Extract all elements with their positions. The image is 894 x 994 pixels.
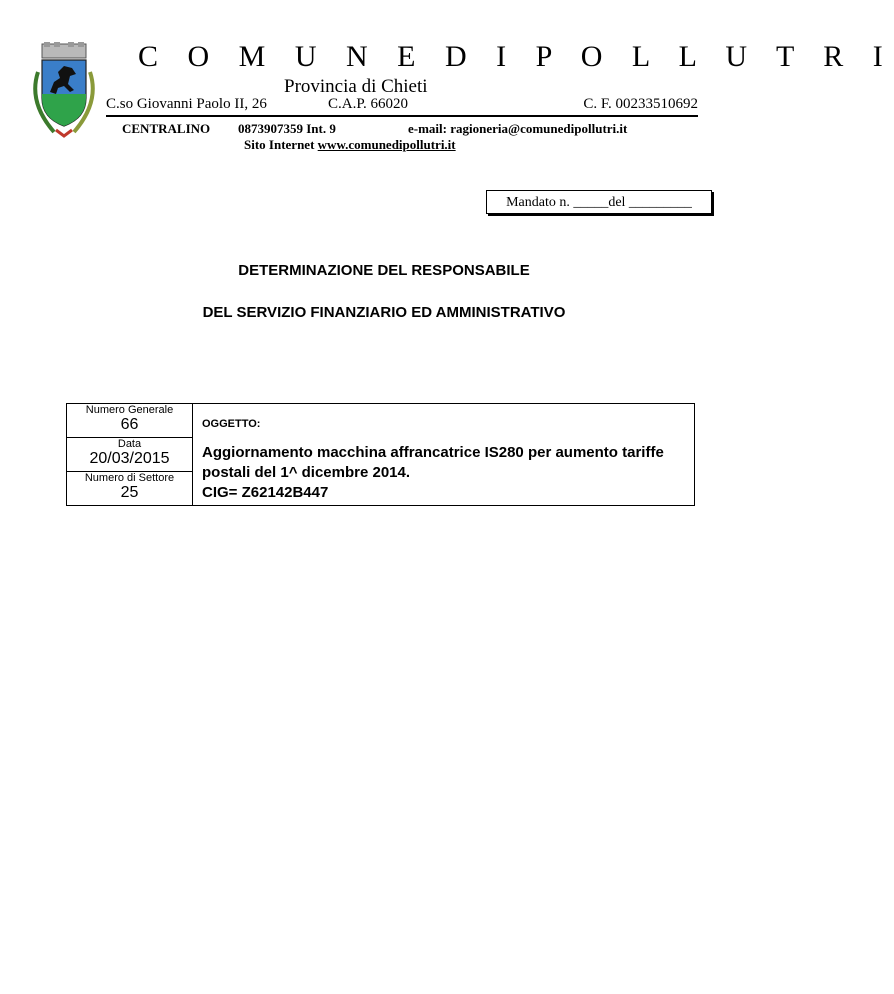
info-table [66, 403, 695, 506]
fiscal-code: C. F. 00233510692 [583, 96, 698, 112]
data-value: 20/03/2015 [89, 450, 170, 467]
oggetto-line: CIG= Z62142B447 [202, 484, 329, 501]
postal-code: C.A.P. 66020 [328, 96, 409, 112]
mandato-box: Mandato n. _____del _________ [486, 190, 712, 214]
info-left-column [67, 404, 193, 505]
oggetto-label: OGGETTO: [202, 418, 261, 430]
document-title-line2: DEL SERVIZIO FINANZIARIO ED AMMINISTRATIVO [202, 304, 566, 321]
town-name: C O M U N E D I P O L L U T R I [138, 40, 894, 73]
website-label: Sito Internet [244, 137, 318, 152]
numero-settore-cell [67, 472, 192, 505]
phone-number: 0873907359 Int. 9 [238, 121, 336, 136]
switchboard-label: CENTRALINO [122, 121, 211, 136]
numero-settore-label: Numero di Settore [84, 472, 175, 484]
email-address: e-mail: ragioneria@comunedipollutri.it [408, 121, 628, 136]
oggetto-text [202, 443, 692, 503]
website-link[interactable]: www.comunedipollutri.it [317, 137, 456, 152]
numero-settore-value: 25 [120, 484, 139, 501]
oggetto-line: postali del 1^ dicembre 2014. [202, 464, 411, 481]
numero-generale-label: Numero Generale [85, 404, 174, 416]
website-line [244, 137, 456, 153]
municipal-crest-icon [24, 42, 104, 142]
data-cell [67, 438, 192, 472]
data-label: Data [117, 438, 142, 450]
numero-generale-cell [67, 404, 192, 438]
province: Provincia di Chieti [284, 76, 428, 97]
header-divider [106, 115, 698, 117]
address: C.so Giovanni Paolo II, 26 [106, 96, 267, 112]
oggetto-line: Aggiornamento macchina affrancatrice IS280 per aumento tariffe [202, 444, 664, 461]
document-title-line1: DETERMINAZIONE DEL RESPONSABILE [238, 262, 530, 279]
numero-generale-value: 66 [120, 416, 139, 433]
